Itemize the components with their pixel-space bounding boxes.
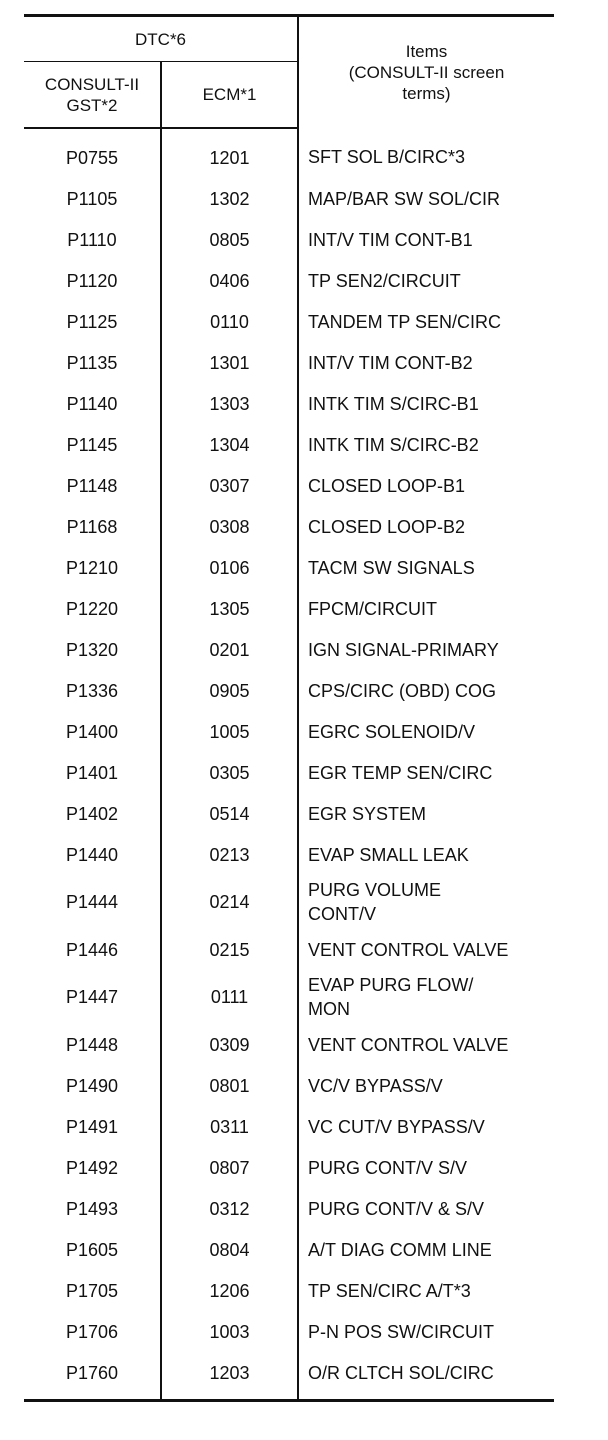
dtc-code-cell: P0755: [65, 147, 119, 168]
table-row: [24, 465, 554, 506]
item-term-cell: [298, 793, 554, 834]
dtc-code-cell: P1491: [65, 1116, 119, 1137]
table-row: [24, 793, 554, 834]
ecm-code-cell: 1304: [161, 424, 298, 465]
dtc-code-cell: P1135: [66, 352, 118, 373]
ecm-code-cell: 1302: [161, 178, 298, 219]
dtc-code-cell: P1110: [67, 229, 117, 250]
dtc-code-cell: P1125: [66, 311, 118, 332]
ecm-code-cell: 0804: [161, 1229, 298, 1270]
dtc-code-cell: P1401: [65, 762, 119, 783]
ecm-code-cell: 0309: [161, 1024, 298, 1065]
table-row: [24, 1229, 554, 1270]
table-row: [24, 752, 554, 793]
item-term-line: TP SEN/CIRC A/T*3: [308, 1280, 471, 1301]
dtc-code-cell: P1493: [65, 1198, 119, 1219]
table-row: [24, 970, 554, 1024]
ecm-code-cell: 0111: [161, 970, 298, 1024]
header-items: [298, 16, 554, 129]
dtc-code-cell: P1120: [66, 270, 118, 291]
header-consult-line: GST*2: [66, 95, 118, 115]
table-row: [24, 178, 554, 219]
ecm-code-cell: 0807: [161, 1147, 298, 1188]
dtc-code-cell: P1145: [66, 434, 118, 455]
ecm-code-cell: 0905: [161, 670, 298, 711]
table-row: [24, 670, 554, 711]
item-term-line: TACM SW SIGNALS: [308, 557, 475, 578]
ecm-code-cell: 0307: [161, 465, 298, 506]
item-term-line: VENT CONTROL VALVE: [308, 1034, 509, 1055]
item-term-cell: [298, 219, 554, 260]
ecm-code-cell: 0801: [161, 1065, 298, 1106]
ecm-code-cell: 1305: [161, 588, 298, 629]
item-term-cell: [298, 752, 554, 793]
header-consult-gst: [24, 62, 161, 129]
item-term-line: INT/V TIM CONT-B2: [308, 352, 473, 373]
ecm-code-cell: 0213: [161, 834, 298, 875]
table-row: [24, 1270, 554, 1311]
item-term-cell: [298, 834, 554, 875]
table-row: [24, 301, 554, 342]
dtc-table: [24, 14, 554, 1402]
dtc-code-cell: P1705: [65, 1280, 119, 1301]
dtc-code-cell: P1447: [65, 987, 119, 1007]
table-row: [24, 424, 554, 465]
ecm-code-cell: 0514: [161, 793, 298, 834]
ecm-code-cell: 0805: [161, 219, 298, 260]
item-term-line: MON: [308, 999, 351, 1019]
item-term-line: PURG CONT/V S/V: [308, 1157, 468, 1178]
item-term-cell: [298, 1024, 554, 1065]
header-ecm: ECM*1: [161, 62, 298, 129]
dtc-code-cell: P1336: [65, 680, 119, 701]
ecm-code-cell: 1206: [161, 1270, 298, 1311]
dtc-code-cell: P1320: [65, 639, 119, 660]
table-row: [24, 588, 554, 629]
item-term-line: EGRC SOLENOID/V: [308, 721, 476, 742]
header-items-line: (CONSULT-II screen: [348, 63, 505, 82]
ecm-code-cell: 1201: [161, 128, 298, 178]
table-row: [24, 1147, 554, 1188]
item-term-cell: [298, 128, 554, 178]
item-term-line: CLOSED LOOP-B2: [308, 516, 466, 537]
item-term-line: CONT/V: [308, 904, 377, 924]
ecm-code-cell: 1203: [161, 1352, 298, 1401]
item-term-line: P-N POS SW/CIRCUIT: [308, 1321, 495, 1342]
item-term-cell: [298, 1106, 554, 1147]
table-row: [24, 1065, 554, 1106]
table-row: [24, 547, 554, 588]
table-header: [24, 16, 554, 129]
dtc-code-cell: P1490: [65, 1075, 119, 1096]
table-row: [24, 834, 554, 875]
item-term-cell: [298, 178, 554, 219]
item-term-cell: [298, 875, 554, 929]
ecm-code-cell: 0311: [161, 1106, 298, 1147]
table-row: [24, 1024, 554, 1065]
dtc-code-cell: P1220: [65, 598, 119, 619]
item-term-cell: [298, 1311, 554, 1352]
ecm-code-cell: 1301: [161, 342, 298, 383]
dtc-code-cell: P1400: [65, 721, 119, 742]
item-term-line: TP SEN2/CIRCUIT: [308, 270, 461, 291]
table-row: [24, 929, 554, 970]
item-term-cell: [298, 301, 554, 342]
item-term-line: IGN SIGNAL-PRIMARY: [308, 639, 499, 660]
dtc-code-cell: P1440: [65, 844, 119, 865]
item-term-cell: [298, 342, 554, 383]
ecm-code-cell: 0312: [161, 1188, 298, 1229]
item-term-cell: [298, 1352, 554, 1401]
item-term-cell: [298, 1147, 554, 1188]
header-items-line: terms): [402, 84, 451, 103]
table-row: [24, 875, 554, 929]
ecm-code-cell: 1003: [161, 1311, 298, 1352]
table-row: [24, 128, 554, 178]
table-row: [24, 629, 554, 670]
item-term-cell: [298, 670, 554, 711]
dtc-code-cell: P1448: [65, 1034, 119, 1055]
item-term-cell: [298, 1188, 554, 1229]
dtc-code-cell: P1148: [66, 475, 118, 496]
table-row: [24, 260, 554, 301]
item-term-line: INT/V TIM CONT-B1: [308, 229, 473, 250]
item-term-line: EGR SYSTEM: [308, 803, 427, 824]
header-consult-line: CONSULT-II: [44, 74, 140, 94]
item-term-cell: [298, 465, 554, 506]
dtc-code-cell: P1140: [66, 393, 118, 414]
dtc-code-cell: P1706: [65, 1321, 119, 1342]
table-row: [24, 1311, 554, 1352]
dtc-code-cell: P1168: [66, 516, 118, 537]
header-dtc-group: DTC*6: [24, 16, 298, 62]
item-term-line: VENT CONTROL VALVE: [308, 939, 509, 960]
item-term-line: A/T DIAG COMM LINE: [308, 1239, 492, 1260]
item-term-cell: [298, 547, 554, 588]
item-term-line: TANDEM TP SEN/CIRC: [308, 311, 502, 332]
item-term-line: VC/V BYPASS/V: [308, 1075, 443, 1096]
ecm-code-cell: 0305: [161, 752, 298, 793]
item-term-line: EVAP SMALL LEAK: [308, 844, 469, 865]
item-term-cell: [298, 383, 554, 424]
item-term-cell: [298, 588, 554, 629]
item-term-line: PURG CONT/V & S/V: [308, 1198, 485, 1219]
table-row: [24, 711, 554, 752]
item-term-cell: [298, 929, 554, 970]
table-row: [24, 1106, 554, 1147]
table-row: [24, 342, 554, 383]
item-term-line: FPCM/CIRCUIT: [308, 598, 438, 619]
item-term-line: INTK TIM S/CIRC-B1: [308, 393, 479, 414]
dtc-code-cell: P1402: [65, 803, 119, 824]
item-term-cell: [298, 970, 554, 1024]
ecm-code-cell: 0214: [161, 875, 298, 929]
dtc-code-cell: P1492: [65, 1157, 119, 1178]
item-term-line: EVAP PURG FLOW/: [308, 975, 474, 995]
ecm-code-cell: 0110: [161, 301, 298, 342]
dtc-code-cell: P1210: [65, 557, 119, 578]
table-row: [24, 1188, 554, 1229]
ecm-code-cell: 1005: [161, 711, 298, 752]
item-term-cell: [298, 711, 554, 752]
item-term-cell: [298, 424, 554, 465]
header-items-line: Items: [405, 42, 448, 61]
item-term-cell: [298, 1229, 554, 1270]
item-term-line: PURG VOLUME: [308, 880, 442, 900]
item-term-line: O/R CLTCH SOL/CIRC: [308, 1362, 494, 1383]
item-term-line: EGR TEMP SEN/CIRC: [308, 762, 493, 783]
item-term-cell: [298, 260, 554, 301]
ecm-code-cell: 0215: [161, 929, 298, 970]
item-term-cell: [298, 1270, 554, 1311]
table-row: [24, 1352, 554, 1401]
item-term-line: CPS/CIRC (OBD) COG: [308, 680, 497, 701]
item-term-line: MAP/BAR SW SOL/CIR: [308, 188, 501, 209]
ecm-code-cell: 1303: [161, 383, 298, 424]
item-term-line: CLOSED LOOP-B1: [308, 475, 466, 496]
dtc-code-cell: P1605: [65, 1239, 119, 1260]
ecm-code-cell: 0308: [161, 506, 298, 547]
ecm-code-cell: 0106: [161, 547, 298, 588]
table-row: [24, 383, 554, 424]
item-term-line: VC CUT/V BYPASS/V: [308, 1116, 485, 1137]
ecm-code-cell: 0201: [161, 629, 298, 670]
dtc-code-cell: P1446: [65, 939, 119, 960]
dtc-code-cell: P1760: [24, 1352, 161, 1401]
item-term-cell: [298, 629, 554, 670]
item-term-cell: [298, 1065, 554, 1106]
item-term-line: INTK TIM S/CIRC-B2: [308, 434, 479, 455]
table-row: [24, 506, 554, 547]
table-body: [24, 128, 554, 1401]
item-term-cell: [298, 506, 554, 547]
table-row: [24, 219, 554, 260]
ecm-code-cell: 0406: [161, 260, 298, 301]
item-term-line: SFT SOL B/CIRC*3: [308, 147, 466, 167]
dtc-code-cell: P1444: [65, 892, 119, 912]
dtc-code-cell: P1105: [66, 188, 118, 209]
